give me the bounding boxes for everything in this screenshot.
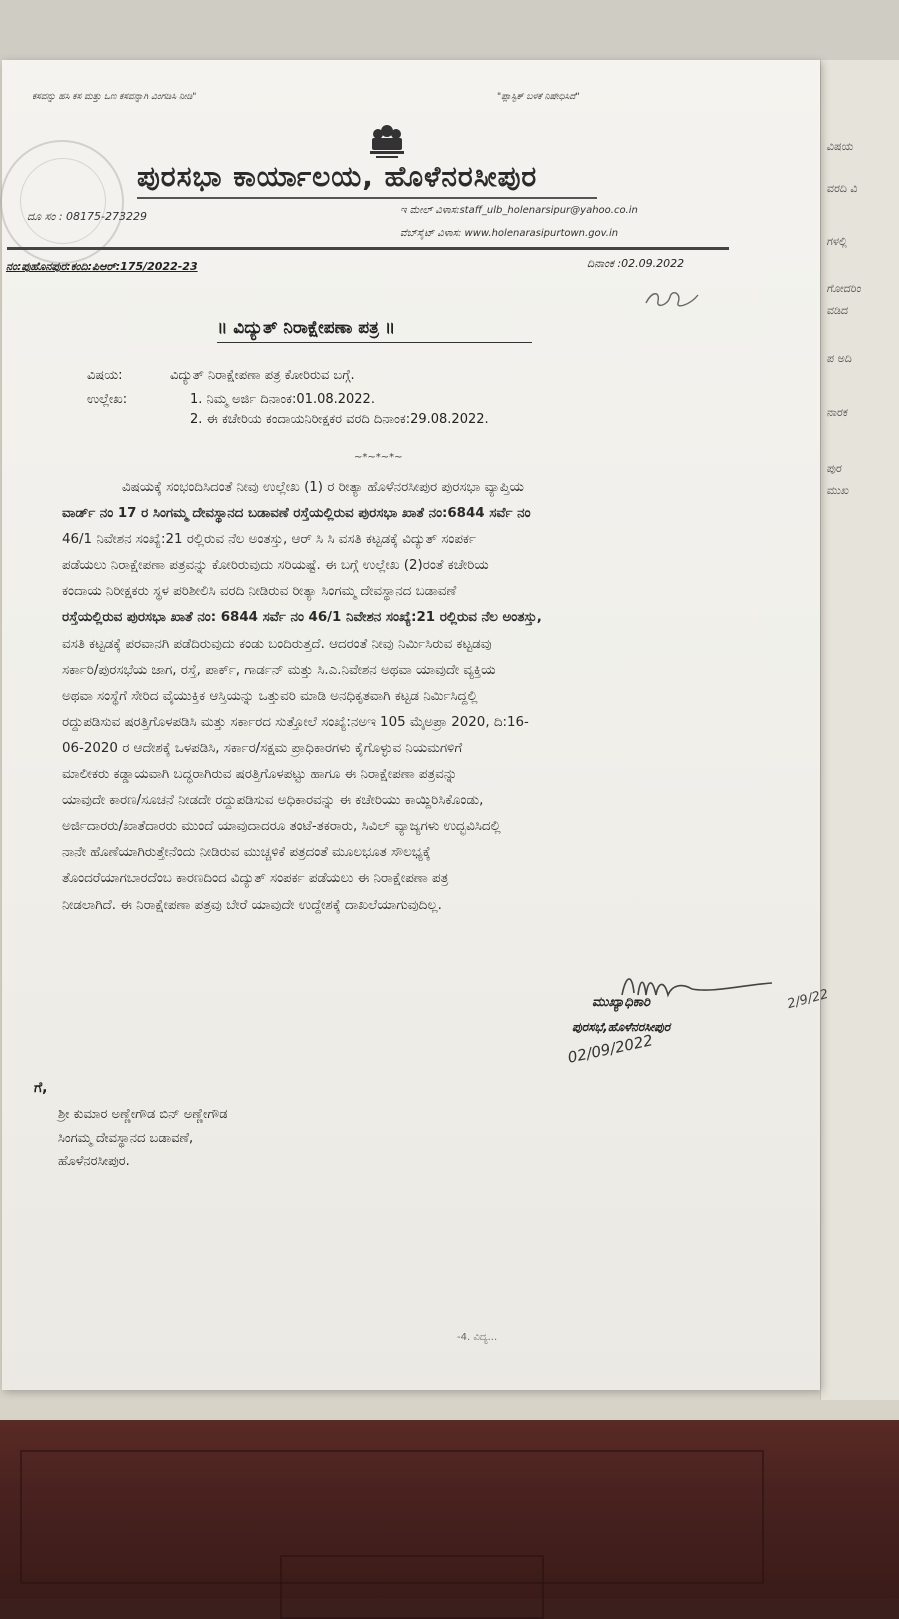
address-line: ಶ್ರೀ ಕುಮಾರ ಅಣ್ಣೇಗೌಡ ಬಿನ್ ಅಣ್ಣೇಗೌಡ — [58, 1107, 228, 1122]
office-website: ವೆಬ್‌ಸೈಟ್ ವಿಳಾಸ: www.holenarasipurtown.gov.in — [400, 228, 619, 239]
adjacent-sheet-fragment: ಪುರ — [826, 462, 843, 475]
body-line: ಮಾಲೀಕರು ಕಡ್ಡಾಯವಾಗಿ ಬದ್ಧರಾಗಿರುವ ಷರತ್ತಿಗೊಳಪಟ್ಟು ಹಾಗೂ ಈ ನಿರಾಕ್ಷೇಪಣಾ ಪತ್ರವನ್ನು — [62, 767, 458, 783]
adjacent-sheet-fragment: ಪ ಅದಿ — [826, 352, 853, 365]
body-line: ಸರ್ಕಾರಿ/ಪುರಸಭೆಯ ಜಾಗ, ರಸ್ತೆ, ಪಾರ್ಕ್, ಗಾರ್ಡನ್ ಮತ್ತು ಸಿ.ಎ.ನಿವೇಶನ ಅಥವಾ ಯಾವುದೇ ವ್ಯಕ್ತಿಯ — [62, 662, 496, 678]
adjacent-sheet-fragment: ವರದಿ ವಿ — [826, 182, 859, 195]
handwritten-side-note: 2/9/22 — [785, 986, 831, 1013]
office-phone: ದೂ ಸಂ : 08175-273229 — [27, 210, 147, 223]
body-line: 06-2020 ರ ಆದೇಶಕ್ಕೆ ಒಳಪಡಿಸಿ, ಸರ್ಕಾರ/ಸಕ್ಷಮ ಪ್ರಾಧಿಕಾರಗಳು ಕೈಗೊಳ್ಳುವ ನಿಯಮಗಳಿಗೆ — [62, 740, 463, 756]
to-label: ಗೆ, — [34, 1080, 48, 1096]
body-line: ಪಡೆಯಲು ನಿರಾಕ್ಷೇಪಣಾ ಪತ್ರವನ್ನು ಕೋರಿರುವುದು ಸರಿಯಷ್ಟೆ. ಈ ಬಗ್ಗೆ ಉಲ್ಲೇಖ (2)ರಂತೆ ಕಚೇರಿಯ — [62, 558, 489, 574]
body-line: 46/1 ನಿವೇಶನ ಸಂಖ್ಯೆ:21 ರಲ್ಲಿರುವ ನೆಲ ಅಂತಸ್ತು, ಆರ್ ಸಿ ಸಿ ವಸತಿ ಕಟ್ಟಡಕ್ಕೆ ವಿದ್ಯುತ್ ಸಂಪರ್ಕ — [62, 532, 476, 548]
slogan-left: ಕಸವನ್ನು ಹಸಿ ಕಸ ಮತ್ತು ಒಣ ಕಸವನ್ನಾಗಿ ವಿಂಗಡಿಸಿ ನೀಡಿ" — [32, 92, 197, 102]
state-emblem-icon — [352, 122, 422, 164]
reference-item: 1. ನಿಮ್ಮ ಅರ್ಜಿ ದಿನಾಂಕ:01.08.2022. — [190, 392, 375, 407]
adjacent-sheet-fragment: ವಡಿದ — [826, 304, 849, 317]
reference-label: ಉಲ್ಲೇಖ: — [87, 392, 128, 407]
body-line: ಯಾವುದೇ ಕಾರಣ/ಸೂಚನೆ ನೀಡದೇ ರದ್ದುಪಡಿಸುವ ಅಧಿಕಾರವನ್ನು ಈ ಕಚೇರಿಯು ಕಾಯ್ದಿರಿಸಿಕೊಂಡು, — [62, 793, 484, 809]
body-line: ಕಂದಾಯ ನಿರೀಕ್ಷಕರು ಸ್ಥಳ ಪರಿಶೀಲಿಸಿ ವರದಿ ನೀಡಿರುವ ರೀತ್ಯಾ ಸಿಂಗಮ್ಮ ದೇವಸ್ಥಾನದ ಬಡಾವಣೆ — [62, 584, 457, 600]
office-seal-inner-ring — [20, 158, 106, 244]
body-line: ವಿಷಯಕ್ಕೆ ಸಂಭಂದಿಸಿದಂತೆ ನೀವು ಉಲ್ಲೇಖ (1) ರ ರೀತ್ಯಾ ಹೊಳೆನರಸೀಪುರ ಪುರಸಭಾ ವ್ಯಾಪ್ತಿಯ — [122, 480, 524, 495]
subject-label: ವಿಷಯ: — [87, 368, 123, 383]
adjacent-sheet-fragment: ಮುಖ — [826, 484, 850, 497]
office-name: ಪುರಸಭಾ ಕಾರ್ಯಾಲಯ, ಹೊಳೆನರಸೀಪುರ — [137, 160, 538, 193]
back-sheet-top — [0, 0, 899, 60]
reference-item: 2. ಈ ಕಚೇರಿಯ ಕಂದಾಯನಿರೀಕ್ಷಕರ ವರದಿ ದಿನಾಂಕ:29.08.2022. — [190, 412, 489, 427]
adjacent-sheet-fragment: ವಿಷಯ — [826, 140, 855, 153]
letter-date: ದಿನಾಂಕ :02.09.2022 — [587, 257, 685, 270]
office-name-underline — [137, 197, 597, 199]
document-title-underline — [217, 342, 532, 343]
adjacent-sheet-fragment: ಗಳಲ್ಲಿ — [826, 235, 848, 248]
body-line: ರಸ್ತೆಯಲ್ಲಿರುವ ಪುರಸಭಾ ಖಾತೆ ನಂ: 6844 ಸರ್ವೆ ನಂ 46/1 ನಿವೇಶನ ಸಂಖ್ಯೆ:21 ರಲ್ಲಿರುವ ನೆಲ ಅಂತಸ್ತು, — [62, 610, 542, 626]
signatory-office: ಪುರಸಭೆ,ಹೊಳೆನರಸೀಪುರ — [572, 1020, 671, 1034]
document-page — [2, 60, 831, 1390]
section-separator: ~*~*~*~ — [354, 452, 403, 463]
subject-text: ವಿದ್ಯುತ್ ನಿರಾಕ್ಷೇಪಣಾ ಪತ್ರ ಕೋರಿರುವ ಬಗ್ಗೆ. — [170, 368, 355, 383]
address-line: ಹೊಳೆನರಸೀಪುರ. — [58, 1154, 130, 1169]
slogan-right: "ಪ್ಲಾಸ್ಟಿಕ್ ಬಳಕೆ ನಿಷೇಧಿಸಿದೆ" — [497, 92, 580, 102]
adjacent-sheet-fragment: ಗೋದರಿಂ — [826, 282, 863, 295]
body-line: ಅರ್ಜಿದಾರರು/ಖಾತೆದಾರರು ಮುಂದೆ ಯಾವುದಾದರೂ ತಂಟೆ-ತಕರಾರು, ಸಿವಿಲ್ ವ್ಯಾಜ್ಯಗಳು ಉದ್ಭವಿಸಿದಲ್ಲಿ — [62, 819, 501, 835]
body-line: ವಸತಿ ಕಟ್ಟಡಕ್ಕೆ ಪರವಾನಗಿ ಪಡೆದಿರುವುದು ಕಂಡು ಬಂದಿರುತ್ತದೆ. ಆದರಂತೆ ನೀವು ನಿರ್ಮಿಸಿರುವ ಕಟ್ಟಡವು — [62, 636, 492, 652]
office-email: ಇ ಮೇಲ್ ವಿಳಾಸ:staff_ulb_holenarsipur@yahoo.co.in — [400, 205, 638, 216]
adjacent-sheet — [820, 60, 899, 1400]
body-line: ತೊಂದರೆಯಾಗಬಾರದೆಂಬ ಕಾರಣದಿಂದ ವಿದ್ಯುತ್ ಸಂಪರ್ಕ ಪಡೆಯಲು ಈ ನಿರಾಕ್ಷೇಪಣಾ ಪತ್ರ — [62, 871, 449, 887]
body-line: ನೀಡಲಾಗಿದೆ. ಈ ನಿರಾಕ್ಷೇಪಣಾ ಪತ್ರವು ಬೇರೆ ಯಾವುದೇ ಉದ್ದೇಶಕ್ಕೆ ದಾಖಲೆಯಾಗುವುದಿಲ್ಲ. — [62, 897, 442, 913]
body-line: ವಾರ್ಡ್ ನಂ 17 ರ ಸಿಂಗಮ್ಮ ದೇವಸ್ಥಾನದ ಬಡಾವಣೆ ರಸ್ತೆಯಲ್ಲಿರುವ ಪುರಸಭಾ ಖಾತೆ ನಂ:6844 ಸರ್ವೆ ನಂ — [62, 506, 531, 522]
body-line: ಅಥವಾ ಸಂಸ್ಥೆಗೆ ಸೇರಿದ ವೈಯುಕ್ತಿಕ ಆಸ್ತಿಯನ್ನು ಒತ್ತುವರಿ ಮಾಡಿ ಅನಧಿಕೃತವಾಗಿ ಕಟ್ಟಡ ನಿರ್ಮಿಸಿದ್ದಲ್ಲಿ — [62, 688, 478, 704]
address-line: ಸಿಂಗಮ್ಮ ದೇವಸ್ಥಾನದ ಬಡಾವಣೆ, — [58, 1131, 194, 1146]
signatory-designation: ಮುಖ್ಯಾಧಿಕಾರಿ — [592, 995, 651, 1010]
document-title: ॥ ವಿದ್ಯುತ್ ನಿರಾಕ್ಷೇಪಣಾ ಪತ್ರ ॥ — [217, 318, 396, 338]
table-panel-box — [280, 1555, 544, 1619]
initials-signature — [642, 285, 702, 315]
body-line: ರದ್ದುಪಡಿಸುವ ಷರತ್ತಿಗೊಳಪಡಿಸಿ ಮತ್ತು ಸರ್ಕಾರದ ಸುತ್ತೋಲೆ ಸಂಖ್ಯೆ:ನಅಇ 105 ಮೈಅಪ್ರಾ 2020, ದಿ:16- — [62, 714, 529, 730]
body-line: ನಾನೇ ಹೊಣೆಯಾಗಿರುತ್ತೇನೆಂದು ನೀಡಿರುವ ಮುಚ್ಚಳಿಕೆ ಪತ್ರದಂತೆ ಮೂಲಭೂತ ಸೌಲಭ್ಯಕ್ಕೆ — [62, 845, 431, 861]
handwritten-date: 02/09/2022 — [566, 1031, 655, 1067]
reference-number: ನಂ:ಪುಹೊನಪುರ:ಕಂದಿ:ಪಿಆರ್:175/2022-23 — [6, 260, 198, 273]
letter-body — [62, 475, 732, 919]
letterhead-rule — [7, 247, 729, 250]
bottom-text-fragment: -4. ವಿದ್ಯ... — [457, 1332, 498, 1343]
adjacent-sheet-fragment: ನಾರಕ — [826, 406, 849, 419]
